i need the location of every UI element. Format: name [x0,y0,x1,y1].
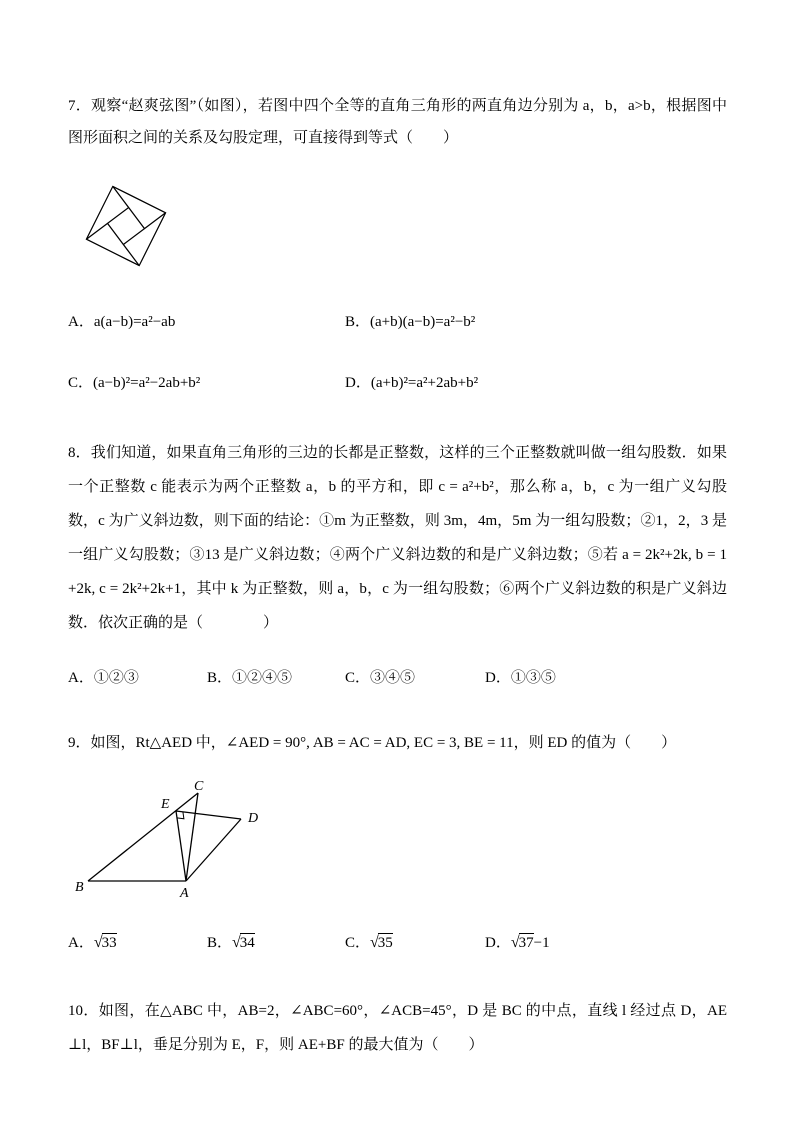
question-10 [68,994,727,1062]
segment-bc [88,793,198,881]
sqrt-sign: √ [370,934,378,951]
question-7 [68,90,727,392]
question-8 [68,436,727,687]
sqrt-radicand: 34 [239,935,255,951]
sqrt-sign: √ [510,934,519,951]
question-9-option-b [207,931,345,952]
question-7-options-row-2 [68,371,727,392]
segment-ac [186,793,198,881]
question-8-stem: 8．我们知道，如果直角三角形的三边的长都是正整数，这样的三个正整数就叫做一组勾股数．如果一个正整数 c 能表示为两个正整数 a，b 的平方和，即 c = a²+b²，那么称 a，b，c 为一组广义勾股数，c 为广义斜边数，则下面的结论：①m 为正整数，则 3m，4m，5m 为一组勾股数；②1，2，3 是一组广义勾股数；③13 是广义斜边数；④两个广义斜边数的和是广义斜边数；⑤若 a = 2k²+2k, b = 1+2k, c = 2k²+2k+1，其中 k 为正整数，则 a，b，c 为一组勾股数；⑥两个广义斜边数的积是广义斜边数．依次正确的是（ ） [68,445,727,631]
question-7-option-d: D．(a+b)²=a²+2ab+b² [345,375,479,391]
question-9-option-c [345,931,485,952]
option-label: C． [345,935,371,951]
question-9-figure [74,779,727,901]
sqrt-radicand: 37 [518,935,534,951]
figure-label-e: E [161,797,170,812]
question-9-option-a [68,931,207,952]
question-7-option-c: C．(a−b)²=a²−2ab+b² [68,375,201,391]
option-label: D． [485,935,511,951]
question-9 [68,727,727,952]
sqrt-sign: √ [93,934,102,951]
question-8-options-row [68,666,727,687]
figure-label-d: D [248,811,259,826]
question-7-options-row-1 [68,310,727,331]
question-7-option-a: A．a(a−b)=a²−ab [68,314,176,330]
option-suffix: −1 [533,935,550,951]
outer-square [86,186,165,265]
sqrt-radicand: 35 [377,935,393,951]
question-7-figure [82,178,727,274]
sqrt-sign: √ [232,934,240,951]
inner-triangles [86,186,165,265]
question-8-option-b: B．①②④⑤ [207,670,293,686]
segment-ed [176,811,241,819]
question-7-option-b: B．(a+b)(a−b)=a²−b² [345,314,476,330]
sqrt-radicand: 33 [101,935,117,951]
right-angle-marker [177,812,184,819]
question-9-options-row [68,931,727,952]
segment-ad [186,819,241,881]
figure-label-c: C [194,779,204,794]
question-8-option-c: C．③④⑤ [345,670,416,686]
option-label: A． [68,935,94,951]
question-10-stem: 10．如图，在△ABC 中，AB=2，∠ABC=60°，∠ACB=45°，D 是 BC 的中点，直线 l 经过点 D，AE⊥l，BF⊥l，垂足分别为 E，F，则 AE+BF 的最大值为（ ） [68,1003,727,1053]
zhao-shuang-diagram [82,178,170,274]
question-9-option-d [485,931,550,952]
option-label: B． [207,935,233,951]
figure-label-a: A [180,886,189,901]
question-8-option-d: D．①③⑤ [485,670,556,686]
question-9-stem: 9．如图，Rt△AED 中，∠AED = 90°, AB = AC = AD, EC = 3, BE = 11，则 ED 的值为（ ） [68,735,677,751]
triangle-aed-diagram [74,779,289,901]
question-7-stem: 7．观察“赵爽弦图”（如图），若图中四个全等的直角三角形的两直角边分别为 a，b，a>b，根据图中图形面积之间的关系及勾股定理，可直接得到等式（ ） [68,98,727,146]
figure-label-b: B [75,880,84,895]
segment-ae [176,811,186,881]
question-8-option-a: A．①②③ [68,670,139,686]
